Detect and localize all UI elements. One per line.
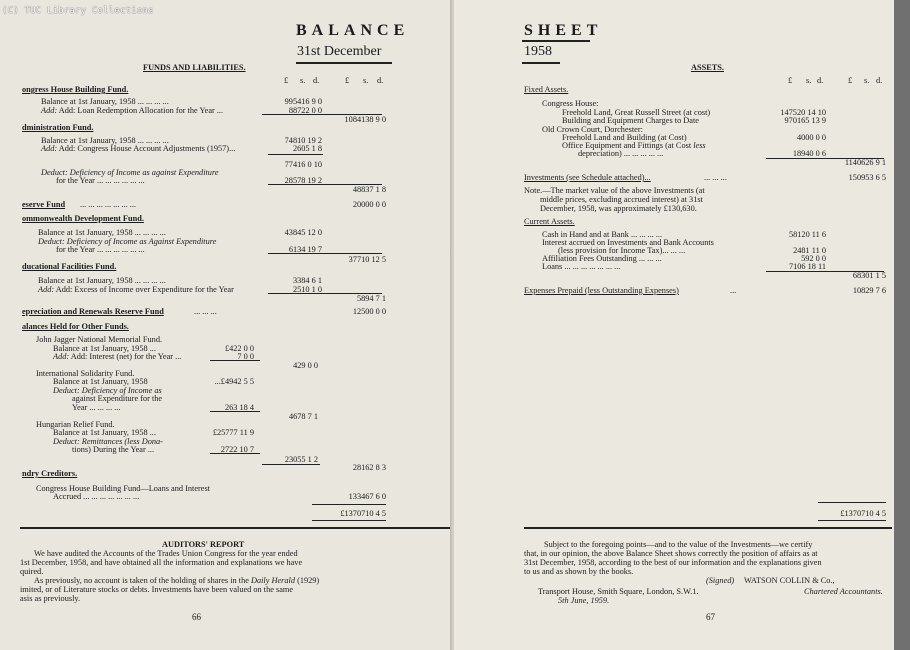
congress-house-fund-heading: ongress House Building Fund. — [22, 85, 129, 94]
amount: 970165 13 9 — [784, 116, 826, 125]
fund-total: 28162 8 3 — [352, 463, 386, 472]
audit-text-line: imited, or of Literature stocks or debts. Investments have been valued on the same — [20, 585, 294, 594]
line-label: Add: Add: Loan Redemption Allocation for the Year ... — [41, 106, 224, 115]
note-line: Note.—The market value of the above Investments (at — [524, 186, 705, 195]
left-page — [0, 0, 452, 650]
text: Add: Excess of Income over Expenditure for the Year — [55, 285, 234, 294]
balance-title: BALANCE — [296, 22, 410, 39]
col-head-shillings-2: s. — [864, 76, 870, 85]
signer-name: WATSON COLLIN & Co., — [744, 576, 835, 585]
fund-total: 1084138 9 0 — [344, 115, 386, 124]
asset-total: 1140626 9 1 — [844, 158, 886, 167]
line-label: Add: Add: Excess of Income over Expenditure for the Year — [38, 285, 234, 294]
col-head-pence-2: d. — [377, 76, 384, 85]
fund-total: 12500 0 0 — [352, 307, 386, 316]
line-label: for the Year ... ... ... ... ... ... — [56, 245, 145, 254]
amount: £422 0 0 — [224, 344, 254, 353]
commonwealth-fund-heading: ommonwealth Development Fund. — [22, 214, 144, 223]
amount: 2481 11 0 — [793, 246, 826, 255]
grand-total: £1370710 4 5 — [840, 509, 886, 518]
amount: 3384 6 1 — [292, 276, 322, 285]
fund-total: 48837 1 8 — [352, 185, 386, 194]
report-date: 5th June, 1959. — [558, 596, 610, 605]
sundry-creditors-heading: ndry Creditors. — [22, 469, 78, 478]
leader-dots: ... ... ... — [704, 173, 727, 182]
signed-label: (Signed) — [706, 576, 735, 585]
line-label: Cash in Hand and at Bank ... ... ... ... — [542, 230, 663, 239]
amount: 2722 10 7 — [220, 445, 254, 454]
reserve-fund-heading: eserve Fund — [22, 200, 66, 209]
col-head-pounds-1: £ — [284, 76, 289, 85]
col-head-pence-1: d. — [313, 76, 320, 85]
line-label: Congress House: — [542, 99, 599, 108]
line-label: Balance at 1st January, 1958 ... ... ... ... — [38, 228, 166, 237]
audit-text-line — [34, 576, 319, 585]
text: (1929) — [295, 576, 320, 585]
amount: 7 0 0 — [237, 352, 254, 361]
line-label: Old Crown Court, Dorchester: — [542, 125, 643, 134]
line-label: Deduct: Deficiency of Income as against Expenditure — [41, 168, 219, 177]
other-funds-heading: alances Held for Other Funds. — [22, 322, 129, 331]
amount: 6134 19 7 — [288, 245, 322, 254]
line-label: tions) During the Year ... — [72, 445, 155, 454]
line-label: Balance at 1st January, 1958 — [53, 377, 148, 386]
line-label: Freehold Land and Building (at Cost) — [562, 133, 687, 142]
expenses-prepaid-heading: Expenses Prepaid (less Outstanding Expenses) — [524, 286, 679, 295]
line-label: Deduct: Remittances (less Dona- — [53, 437, 163, 446]
amount: 995416 9 0 — [284, 97, 322, 106]
line-label: Balance at 1st January, 1958 ... ... ... ... — [41, 136, 169, 145]
fund-total: 20000 0 0 — [352, 200, 386, 209]
chartered-accountants: Chartered Accountants. — [804, 587, 883, 596]
amount: 263 18 4 — [224, 403, 254, 412]
right-page — [454, 0, 894, 650]
cert-text-line: 31st December, 1958, according to the best of our information and the explanations given — [524, 558, 822, 567]
line-label: Freehold Land, Great Russell Street (at cost) — [562, 108, 711, 117]
cert-text-line: to us and as shown by the books. — [524, 567, 634, 576]
amount: 88722 0 0 — [288, 106, 322, 115]
text: Office Equipment and Fittings (at Cost — [562, 141, 692, 150]
page-edge-shadow — [894, 0, 910, 650]
sheet-year: 1958 — [524, 44, 552, 59]
sub-fund-name: International Solidarity Fund. — [36, 369, 135, 378]
col-head-shillings-1: s. — [300, 76, 306, 85]
line-label: Loans ... ... ... ... ... ... ... — [542, 262, 621, 271]
col-head-pence-2: d. — [876, 76, 883, 85]
amount: 77416 0 10 — [284, 160, 322, 169]
auditors-report-heading: AUDITORS' REPORT — [162, 540, 245, 549]
current-assets-heading: Current Assets. — [524, 217, 575, 226]
asset-total: 150953 6 5 — [848, 173, 886, 182]
line-label: Deduct: Deficiency of Income as Against Expenditure — [38, 237, 217, 246]
leader-dots: ... ... ... — [194, 307, 217, 316]
text: Add: Interest (net) for the Year ... — [70, 352, 182, 361]
col-head-pounds-2: £ — [345, 76, 350, 85]
fund-total: 5894 7 1 — [356, 294, 386, 303]
collection-credit: (C) TUC Library Collections — [2, 6, 154, 16]
text: Add: Loan Redemption Allocation for the Year ... — [58, 106, 224, 115]
line-label: Year ... ... ... ... — [72, 403, 121, 412]
leader-dots: ... — [730, 286, 737, 295]
fund-total: 133467 6 0 — [348, 492, 386, 501]
line-label: depreciation) ... ... ... ... ... — [578, 149, 664, 158]
fixed-assets-heading: Fixed Assets. — [524, 85, 569, 94]
line-label: Building and Equipment Charges to Date — [562, 116, 699, 125]
line-label: Accrued ... ... ... ... ... ... ... — [53, 492, 140, 501]
amount: 7106 18 11 — [788, 262, 826, 271]
line-label: Balance at 1st January, 1958 ... — [53, 428, 156, 437]
line-label: Balance at 1st January, 1958 ... ... ... ... — [38, 276, 166, 285]
assets-heading: ASSETS. — [691, 63, 724, 72]
line-label: (less provision for Income Tax)... ... ... — [558, 246, 686, 255]
asset-total: 10829 7 6 — [852, 286, 886, 295]
cert-text-line: that, in our opinion, the above Balance Sheet shows correctly the position of affairs as at — [524, 549, 818, 558]
line-label: Balance at 1st January, 1958 ... — [53, 344, 156, 353]
leader-dots: ... ... ... ... ... ... ... — [80, 200, 137, 209]
audit-text-line: 1st December, 1958, and have obtained all the information and explanations we have — [20, 558, 303, 567]
funds-liabilities-heading: FUNDS AND LIABILITIES. — [143, 63, 246, 72]
amount: ...£4942 5 5 — [214, 377, 254, 386]
line-label: Add: Add: Interest (net) for the Year ... — [53, 352, 182, 361]
amount: 18940 0 6 — [792, 149, 826, 158]
sub-fund-name: John Jagger National Memorial Fund. — [36, 335, 163, 344]
audit-text-line: We have audited the Accounts of the Trades Union Congress for the year ended — [34, 549, 298, 558]
col-head-shillings-1: s. — [806, 76, 812, 85]
asset-total: 68301 1 5 — [852, 271, 886, 280]
line-label: Congress House Building Fund—Loans and Interest — [36, 484, 210, 493]
fund-total: 37710 12 5 — [348, 255, 386, 264]
amount: 147520 14 10 — [780, 108, 826, 117]
amount: 592 0 0 — [801, 254, 826, 263]
page-number-left: 66 — [192, 612, 201, 622]
line-label: Interest accrued on Investments and Bank Accounts — [542, 238, 714, 247]
sheet-title: SHEET — [524, 22, 603, 39]
address: Transport House, Smith Square, London, S.W.1. — [538, 587, 699, 596]
grand-total: £1370710 4 5 — [340, 509, 386, 518]
col-head-pounds-1: £ — [788, 76, 793, 85]
line-label: Deduct: Deficiency of Income as — [53, 386, 162, 395]
daily-herald: Daily Herald — [250, 576, 295, 585]
administration-fund-heading: dministration Fund. — [22, 123, 94, 132]
audit-text-line: quired. — [20, 567, 44, 576]
col-head-pounds-2: £ — [848, 76, 853, 85]
cert-text-line: Subject to the foregoing points—and to the value of the Investments—we certify — [544, 540, 813, 549]
educational-fund-heading: ducational Facilities Fund. — [22, 262, 117, 271]
amount: 58120 11 6 — [788, 230, 826, 239]
amount: 2605 1 8 — [292, 144, 322, 153]
audit-text-line: asis as previously. — [20, 594, 81, 603]
line-label: Add: Add: Congress House Account Adjustments (1957)... — [41, 144, 236, 153]
depreciation-fund-heading: epreciation and Renewals Reserve Fund — [22, 307, 164, 316]
amount: 2510 1 0 — [292, 285, 322, 294]
amount: 23055 1 2 — [284, 455, 318, 464]
col-head-pence-1: d. — [817, 76, 824, 85]
col-head-shillings-2: s. — [363, 76, 369, 85]
amount: 28578 19 2 — [284, 176, 322, 185]
amount: 74810 19 2 — [284, 136, 322, 145]
line-label: Affiliation Fees Outstanding ... ... ... — [542, 254, 662, 263]
line-label: Balance at 1st January, 1958 ... ... ... ... — [41, 97, 169, 106]
note-line: December, 1958, was approximately £130,630. — [540, 204, 697, 213]
amount: £25777 11 9 — [212, 428, 254, 437]
text: As previously, no account is taken of the holding of shares in the — [34, 576, 251, 585]
text: Add: Congress House Account Adjustments (1957)... — [58, 144, 236, 153]
amount: 4678 7 1 — [288, 412, 318, 421]
amount: 429 0 0 — [293, 361, 318, 370]
line-label: against Expenditure for the — [72, 394, 163, 403]
less: less — [693, 141, 706, 150]
amount: 4000 0 0 — [796, 133, 826, 142]
page-number-right: 67 — [706, 612, 715, 622]
sub-fund-name: Hungarian Relief Fund. — [36, 420, 115, 429]
amount: 43845 12 0 — [284, 228, 322, 237]
note-line: middle prices, excluding accrued interest) at 31st — [540, 195, 703, 204]
investments-heading: Investments (see Schedule attached)... — [524, 173, 651, 182]
line-label: for the Year ... ... ... ... ... ... — [56, 176, 145, 185]
balance-date: 31st December — [297, 44, 382, 59]
